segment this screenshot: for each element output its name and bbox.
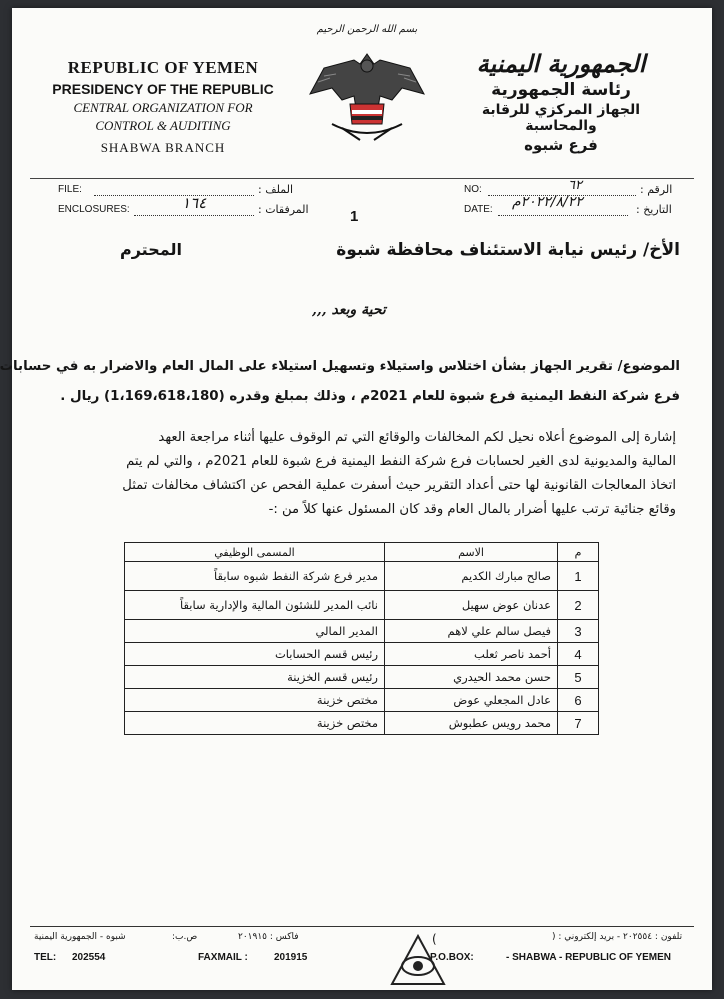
- header-ar-country: الجمهورية اليمنية: [476, 50, 646, 78]
- body-line-1: إشارة إلى الموضوع أعلاه نحيل لكم المخالفات والوقائع التي تم الوقوف عليها أثناء مراجعة العهد: [158, 430, 676, 445]
- row-num: 1: [558, 562, 599, 591]
- row-title: مختص خزينة: [125, 689, 385, 712]
- greeting: تحية وبعد ,,,: [312, 302, 386, 318]
- row-title: مختص خزينة: [125, 712, 385, 735]
- page-number: 1: [350, 208, 359, 225]
- subject-line-1: الموضوع/ تقرير الجهاز بشأن اختلاس واستيلاء وتسهيل استيلاء على المال العام والاضرار به في حسابات: [0, 359, 680, 374]
- body-line-4: وقائع جنائية ترتب عليها أضرار بالمال العام وقد كان المسئول عنها كلاً من :-: [268, 502, 676, 517]
- date-label-ar: التاريخ :: [636, 203, 672, 216]
- date-value: ٢٠٢٢/٨/٢٢م: [512, 194, 583, 210]
- subject: [0, 352, 680, 412]
- footer-ar-tel: تلفون : ٢٠٢٥٥٤ - بريد إلكتروني : (: [552, 932, 683, 942]
- basmala: بسم الله الرحمن الرحيم: [316, 24, 418, 35]
- header-en-branch: SHABWA BRANCH: [100, 140, 226, 155]
- table-row: [125, 712, 599, 735]
- row-title: رئيس قسم الخزينة: [125, 666, 385, 689]
- emblem-eagle-icon: [302, 24, 432, 152]
- enclosures-label-ar: المرفقات :: [258, 203, 309, 216]
- footer-ar-address: شبوه - الجمهورية اليمنية: [34, 932, 126, 942]
- footer-ar-fax: فاكس : ٢٠١٩١٥: [238, 932, 299, 942]
- subject-line-2: فرع شركة النفط اليمنية فرع شبوة للعام 2021م ، وذلك بمبلغ وقدره (1،169،618،180) ريال .: [60, 389, 680, 404]
- table-row: [125, 620, 599, 643]
- table-header-row: [125, 543, 599, 562]
- footer-faxmail-value: 201915: [274, 952, 308, 963]
- addressee: الأخ/ رئيس نيابة الاستئناف محافظة شبوة: [336, 240, 680, 260]
- enclosures-label-en: ENCLOSURES:: [58, 204, 130, 215]
- row-name: محمد رويس عطبوش: [385, 712, 558, 735]
- letter-page: [0, 8, 712, 990]
- footer-faxmail-label: FAXMAIL :: [198, 952, 248, 963]
- responsible-persons-table: [124, 542, 599, 735]
- no-value: ٦٢: [568, 178, 582, 193]
- col-header-num: م: [558, 543, 599, 562]
- header-en-org-line2: CONTROL & AUDITING: [95, 118, 231, 133]
- table-row: [125, 643, 599, 666]
- footer-pobox-label: P.O.BOX:: [430, 952, 474, 963]
- enclosures-dotted-line: [134, 215, 254, 216]
- footer-paren: ): [432, 932, 437, 946]
- body-line-2: المالية والمديونية لدى الغير لحسابات فرع شركة النفط اليمنية فرع شبوة للعام 2021م ، والتي لم يتم: [126, 454, 676, 469]
- file-dotted-line: [94, 195, 254, 196]
- organization-eye-logo-icon: [388, 930, 448, 990]
- header-ar-org: الجهاز المركزي للرقابة والمحاسبة: [481, 102, 641, 134]
- row-name: حسن محمد الحيدري: [385, 666, 558, 689]
- header-english: [48, 58, 278, 156]
- header-ar-presidency: رئاسة الجمهورية: [491, 80, 631, 100]
- col-header-title: المسمى الوظيفي: [125, 543, 385, 562]
- row-num: 7: [558, 712, 599, 735]
- row-title: مدير فرع شركة النفط شبوه سابقاً: [125, 562, 385, 591]
- footer-divider: [30, 926, 694, 927]
- footer-tel-value: 202554: [72, 952, 106, 963]
- footer-tel-label: TEL:: [34, 952, 57, 963]
- header-divider: [30, 178, 694, 179]
- row-title: نائب المدير للشئون المالية والإدارية سابقاً: [125, 591, 385, 620]
- row-num: 5: [558, 666, 599, 689]
- header-en-org-line1: CENTRAL ORGANIZATION FOR: [73, 100, 253, 115]
- row-name: أحمد ناصر ثعلب: [385, 643, 558, 666]
- row-name: عدنان عوض سهيل: [385, 591, 558, 620]
- date-dotted-line: [498, 215, 628, 216]
- table-row: [125, 591, 599, 620]
- header-arabic: [446, 50, 676, 154]
- row-name: عادل المجعلي عوض: [385, 689, 558, 712]
- col-header-name: الاسم: [385, 543, 558, 562]
- body-line-3: اتخاذ المعالجات القانونية لها حتى أعداد التقرير حيث أسفرت عملية الفحص عن اكتشاف مخالفات تمثل: [122, 478, 676, 493]
- header-en-country: REPUBLIC OF YEMEN: [67, 58, 259, 77]
- row-name: فيصل سالم علي لاهم: [385, 620, 558, 643]
- date-label-en: DATE:: [464, 204, 493, 215]
- row-num: 6: [558, 689, 599, 712]
- file-label-ar: الملف :: [258, 183, 293, 196]
- row-name: صالح مبارك الكديم: [385, 562, 558, 591]
- body-paragraph: [74, 426, 676, 522]
- header-ar-branch: فرع شبوه: [524, 136, 598, 154]
- row-title: المدير المالي: [125, 620, 385, 643]
- file-label-en: FILE:: [58, 184, 82, 195]
- footer-address: - SHABWA - REPUBLIC OF YEMEN: [506, 952, 672, 963]
- table-row: [125, 689, 599, 712]
- row-num: 2: [558, 591, 599, 620]
- honorific: المحترم: [120, 240, 182, 259]
- footer-ar-pobox: ص.ب:: [172, 932, 198, 942]
- table-row: [125, 562, 599, 591]
- enclosures-value: ١٦٤: [182, 194, 207, 212]
- row-num: 4: [558, 643, 599, 666]
- no-label-en: NO:: [464, 184, 482, 195]
- no-label-ar: الرقم :: [640, 183, 673, 196]
- row-num: 3: [558, 620, 599, 643]
- header-en-presidency: PRESIDENCY OF THE REPUBLIC: [52, 81, 274, 97]
- table-row: [125, 666, 599, 689]
- row-title: رئيس قسم الحسابات: [125, 643, 385, 666]
